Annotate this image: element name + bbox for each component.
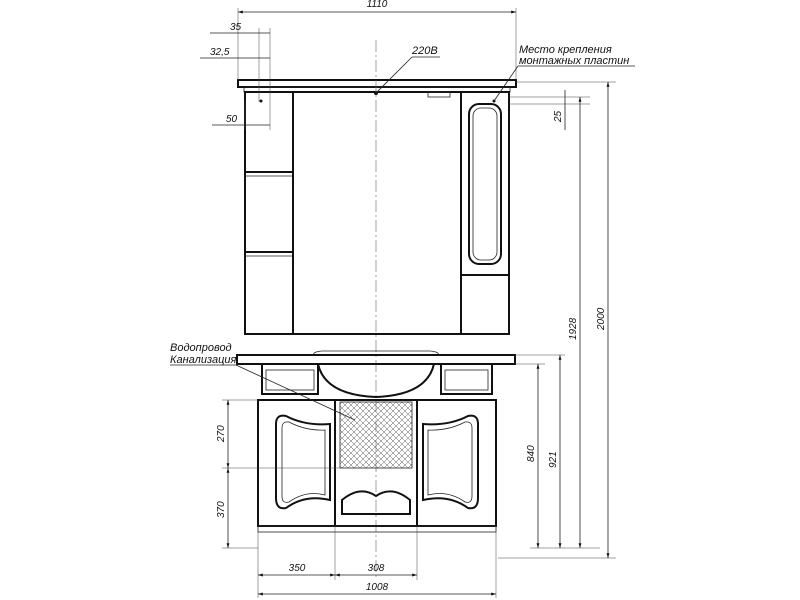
- mirror-cabinet: [238, 80, 516, 334]
- dim-text-921: 921: [548, 451, 559, 468]
- dim-text-35: 35: [230, 22, 242, 33]
- shelf-left-inner: [266, 370, 314, 390]
- right-column-glass: [469, 104, 501, 264]
- dimension-lines: [200, 8, 616, 598]
- dim-text-25: 25: [553, 110, 564, 122]
- dim-text-2000: 2000: [596, 307, 607, 330]
- dim-text-32-5: 32,5: [210, 47, 230, 58]
- label-sewer: Канализация: [170, 354, 237, 366]
- dim-text-1110: 1110: [366, 0, 388, 10]
- leader-mount: [494, 66, 518, 101]
- label-mount-line2: монтажных пластин: [519, 55, 630, 67]
- mount-point-left: [260, 100, 263, 103]
- label-power: 220В: [412, 45, 438, 57]
- center-mesh-panel: [340, 402, 412, 468]
- shelf-left: [262, 364, 318, 394]
- dimension-texts: [210, 0, 607, 593]
- label-mount-line1: Место крепления: [519, 44, 612, 56]
- label-water: Водопровод: [170, 342, 232, 354]
- dim-text-50: 50: [226, 114, 238, 125]
- dim-text-1928: 1928: [568, 317, 579, 340]
- dim-text-840: 840: [526, 445, 537, 462]
- left-door-panel-inner: [282, 422, 325, 503]
- shelf-right-inner: [445, 370, 488, 390]
- right-column-glass-inner: [473, 108, 497, 260]
- shelf-right: [441, 364, 492, 394]
- dim-text-308: 308: [367, 563, 385, 574]
- dim-text-350: 350: [288, 563, 306, 574]
- dim-text-270: 270: [216, 425, 227, 442]
- dim-text-370: 370: [216, 501, 227, 518]
- right-door-panel-inner: [428, 422, 472, 503]
- cornice-top: [238, 80, 516, 87]
- dim-text-1008: 1008: [365, 582, 389, 593]
